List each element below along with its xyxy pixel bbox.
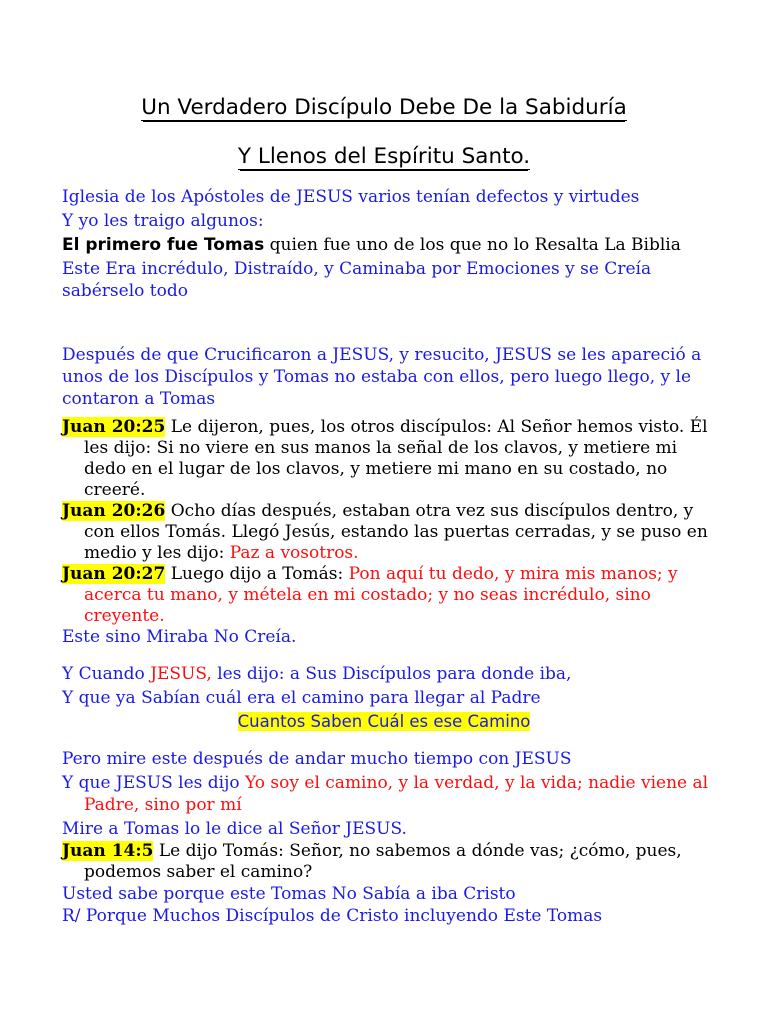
intro-line-4: Este Era incrédulo, Distraído, y Caminaba por Emociones y se Creía sabérselo todo — [62, 259, 652, 301]
final-line-5: Usted sabe porque este Tomas No Sabía a iba Cristo — [62, 884, 516, 904]
verse-words-of-jesus: Paz a vosotros. — [229, 543, 359, 563]
verse-juan-20-27 — [62, 564, 722, 627]
verse-text: Luego dijo a Tomás: — [165, 564, 349, 584]
crucifixion-paragraph: Después de que Crucificaron a JESUS, y resucito, JESUS se les apareció a unos de los Discípulos y Tomas no estaba con ellos, pero luego llego, y le contaron a Tomas — [62, 345, 702, 409]
camino-line-1a: Y Cuando — [62, 664, 151, 684]
title-text-2: Y Llenos del Espíritu Santo. — [237, 144, 531, 169]
final-line-2 — [62, 772, 722, 816]
intro-line-3 — [62, 234, 722, 256]
final-line-1: Pero mire este después de andar mucho tiempo con JESUS — [62, 749, 572, 769]
intro-paragraph — [62, 186, 722, 302]
intro-line-3-rest: quien fue uno de los que no lo Resalta La Biblia — [264, 235, 681, 255]
verse-text: Le dijeron, pues, los otros discípulos: Al Señor hemos visto. Él les dijo: Si no viere en sus manos la señal de los clavos, y metiere mi dedo en el lugar de los clavos, y metiere mi mano en su costado, no creeré. — [84, 417, 708, 500]
verse-reference: Juan 20:25 — [62, 417, 166, 437]
intro-line-1: Iglesia de los Apóstoles de JESUS varios tenían defectos y virtudes — [62, 187, 640, 207]
final-line-2a: Y que JESUS les dijo — [62, 773, 246, 793]
no-creia-line: Este sino Miraba No Creía. — [62, 627, 297, 647]
tomas-bold-label: El primero fue Tomas — [62, 235, 265, 255]
verse-reference: Juan 20:26 — [62, 501, 166, 521]
final-line-3: Mire a Tomas lo le dice al Señor JESUS. — [62, 819, 407, 839]
camino-paragraph — [62, 662, 722, 710]
title-text-1: Un Verdadero Discípulo Debe De la Sabiduría — [141, 95, 627, 120]
final-line-6: R/ Porque Muchos Discípulos de Cristo incluyendo Este Tomas — [62, 906, 603, 926]
verse-text: Ocho días después, estaban otra vez sus discípulos dentro, y con ellos Tomás. Llegó Jesús, estando las puertas cerradas, y se puso en medio y les dijo: — [84, 501, 708, 563]
jesus-red-word: JESUS, — [150, 664, 212, 684]
camino-line-2: Y que ya Sabían cuál era el camino para llegar al Padre — [62, 688, 541, 708]
verse-text: Le dijo Tomás: Señor, no sabemos a dónde vas; ¿cómo, pues, podemos saber el camino? — [84, 841, 682, 882]
camino-line-1b: les dijo: a Sus Discípulos para donde iba, — [211, 664, 572, 684]
verse-words-of-jesus: Pon aquí tu dedo, y mira mis manos; y acerca tu mano, y métela en mi costado; y no seas incrédulo, sino creyente. — [84, 564, 678, 626]
document-title-line-2 — [0, 143, 768, 171]
verse-juan-14-5 — [62, 841, 722, 883]
verses-block — [62, 417, 722, 648]
document-title-line-1 — [0, 94, 768, 122]
camino-line-1 — [62, 662, 722, 686]
final-words-of-jesus: Yo soy el camino, y la verdad, y la vida; nadie viene al Padre, sino por mí — [84, 773, 709, 815]
verse-reference: Juan 14:5 — [62, 841, 154, 861]
highlighted-question-text: Cuantos Saben Cuál es ese Camino — [237, 712, 531, 731]
intro-line-2 — [62, 210, 722, 232]
highlighted-question — [0, 711, 768, 733]
verse-juan-20-26 — [62, 501, 722, 564]
final-section — [62, 748, 722, 927]
verse-reference: Juan 20:27 — [62, 564, 166, 584]
verse-juan-20-25 — [62, 417, 722, 501]
intro-line-2-text: Y yo les traigo algunos: — [62, 211, 264, 231]
